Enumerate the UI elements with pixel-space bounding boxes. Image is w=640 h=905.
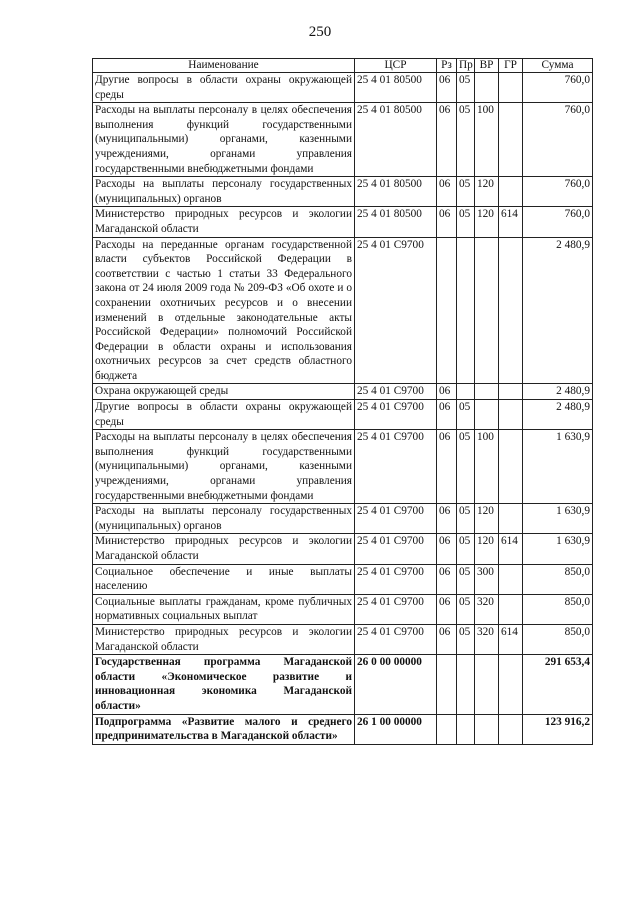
cell-sum: 760,0 [523,73,593,103]
cell-vr: 320 [475,624,499,654]
table-row [93,430,593,504]
cell-pr: 05 [457,73,475,103]
cell-rz: 06 [437,504,457,534]
table-row [93,655,593,714]
cell-gr: 614 [499,624,523,654]
cell-rz: 06 [437,207,457,237]
cell-vr: 300 [475,564,499,594]
header-rz: Рз [437,59,457,73]
cell-name: Другие вопросы в области охраны окружающей среды [93,73,355,103]
cell-rz: 06 [437,384,457,400]
cell-vr [475,714,499,744]
table-row [93,400,593,430]
cell-rz: 06 [437,400,457,430]
cell-csr: 25 4 01 80500 [355,207,437,237]
table-row [93,207,593,237]
cell-pr [457,237,475,384]
cell-rz: 06 [437,73,457,103]
cell-csr: 25 4 01 80500 [355,103,437,177]
cell-rz: 06 [437,594,457,624]
cell-vr [475,73,499,103]
cell-name: Охрана окружающей среды [93,384,355,400]
cell-rz [437,237,457,384]
table-row [93,534,593,564]
cell-csr: 25 4 01 С9700 [355,237,437,384]
cell-gr [499,504,523,534]
header-name: Наименование [93,59,355,73]
cell-sum: 2 480,9 [523,237,593,384]
cell-name: Расходы на выплаты персоналу в целях обеспечения выполнения функций государственными (муниципальными) органами, казенными учреждениями, органами управления государственными внебюджетными фондами [93,103,355,177]
cell-csr: 25 4 01 С9700 [355,594,437,624]
cell-name: Расходы на выплаты персоналу в целях обеспечения выполнения функций государственными (муниципальными) органами, казенными учреждениями, органами управления государственными внебюджетными фондами [93,430,355,504]
cell-vr [475,237,499,384]
cell-csr: 25 4 01 80500 [355,177,437,207]
cell-sum: 760,0 [523,103,593,177]
cell-vr: 100 [475,430,499,504]
cell-csr: 25 4 01 С9700 [355,624,437,654]
cell-sum: 760,0 [523,177,593,207]
cell-name: Государственная программа Магаданской области «Экономическое развитие и инновационная экономика Магаданской области» [93,655,355,714]
cell-gr [499,714,523,744]
cell-gr [499,384,523,400]
cell-pr: 05 [457,504,475,534]
cell-pr: 05 [457,534,475,564]
cell-vr: 120 [475,534,499,564]
cell-vr: 100 [475,103,499,177]
cell-pr [457,714,475,744]
cell-gr [499,103,523,177]
cell-csr: 25 4 01 С9700 [355,504,437,534]
cell-csr: 25 4 01 80500 [355,73,437,103]
cell-csr: 26 1 00 00000 [355,714,437,744]
cell-sum: 1 630,9 [523,534,593,564]
cell-sum: 1 630,9 [523,504,593,534]
header-vr: ВР [475,59,499,73]
table-row [93,714,593,744]
cell-gr [499,73,523,103]
cell-pr: 05 [457,103,475,177]
table-row [93,103,593,177]
header-pr: Пр [457,59,475,73]
cell-pr: 05 [457,400,475,430]
cell-csr: 25 4 01 С9700 [355,384,437,400]
cell-pr: 05 [457,564,475,594]
cell-gr [499,237,523,384]
cell-vr: 120 [475,177,499,207]
header-gr: ГР [499,59,523,73]
table-row [93,504,593,534]
table-row [93,237,593,384]
cell-csr: 25 4 01 С9700 [355,564,437,594]
cell-gr: 614 [499,534,523,564]
table-body [93,73,593,745]
cell-rz: 06 [437,534,457,564]
cell-pr: 05 [457,430,475,504]
cell-sum: 1 630,9 [523,430,593,504]
cell-pr: 05 [457,177,475,207]
table-header [93,59,593,73]
cell-sum: 850,0 [523,594,593,624]
cell-name: Социальное обеспечение и иные выплаты населению [93,564,355,594]
cell-name: Министерство природных ресурсов и экологии Магаданской области [93,534,355,564]
cell-rz [437,714,457,744]
cell-gr [499,430,523,504]
table-row [93,594,593,624]
cell-name: Расходы на выплаты персоналу государственных (муниципальных) органов [93,504,355,534]
cell-name: Подпрограмма «Развитие малого и среднего предпринимательства в Магаданской области» [93,714,355,744]
header-row [93,59,593,73]
cell-pr: 05 [457,594,475,624]
cell-gr: 614 [499,207,523,237]
table-row [93,384,593,400]
cell-csr: 25 4 01 С9700 [355,400,437,430]
cell-sum: 2 480,9 [523,400,593,430]
cell-name: Другие вопросы в области охраны окружающей среды [93,400,355,430]
cell-rz: 06 [437,624,457,654]
cell-gr [499,564,523,594]
cell-gr [499,400,523,430]
cell-vr [475,655,499,714]
budget-table [92,58,593,745]
cell-gr [499,655,523,714]
cell-sum: 2 480,9 [523,384,593,400]
cell-name: Министерство природных ресурсов и экологии Магаданской области [93,207,355,237]
cell-rz: 06 [437,564,457,594]
cell-rz [437,655,457,714]
cell-sum: 123 916,2 [523,714,593,744]
cell-vr: 320 [475,594,499,624]
cell-sum: 850,0 [523,564,593,594]
cell-rz: 06 [437,103,457,177]
cell-csr: 25 4 01 С9700 [355,534,437,564]
cell-pr: 05 [457,207,475,237]
table-row [93,73,593,103]
cell-vr [475,400,499,430]
cell-rz: 06 [437,177,457,207]
cell-sum: 760,0 [523,207,593,237]
cell-name: Социальные выплаты гражданам, кроме публичных нормативных социальных выплат [93,594,355,624]
cell-name: Расходы на выплаты персоналу государственных (муниципальных) органов [93,177,355,207]
table-row [93,177,593,207]
cell-rz: 06 [437,430,457,504]
cell-pr [457,655,475,714]
cell-name: Министерство природных ресурсов и экологии Магаданской области [93,624,355,654]
cell-csr: 26 0 00 00000 [355,655,437,714]
table-row [93,624,593,654]
cell-vr: 120 [475,207,499,237]
cell-pr [457,384,475,400]
page-number: 250 [308,24,332,40]
header-csr: ЦСР [355,59,437,73]
cell-gr [499,594,523,624]
cell-csr: 25 4 01 С9700 [355,430,437,504]
cell-sum: 850,0 [523,624,593,654]
cell-pr: 05 [457,624,475,654]
table-row [93,564,593,594]
cell-name: Расходы на переданные органам государственной власти субъектов Российской Федерации в соответствии с частью 1 статьи 33 Федерального закона от 24 июля 2009 года № 209-ФЗ «Об охоте и о сохранении охотничьих ресурсов и о внесении изменений в отдельные законодательные акты Российской Федерации» полномочий Российской Федерации в области охраны и использования охотничьих ресурсов за счет средств областного бюджета [93,237,355,384]
cell-vr: 120 [475,504,499,534]
cell-sum: 291 653,4 [523,655,593,714]
header-sum: Сумма [523,59,593,73]
cell-vr [475,384,499,400]
cell-gr [499,177,523,207]
